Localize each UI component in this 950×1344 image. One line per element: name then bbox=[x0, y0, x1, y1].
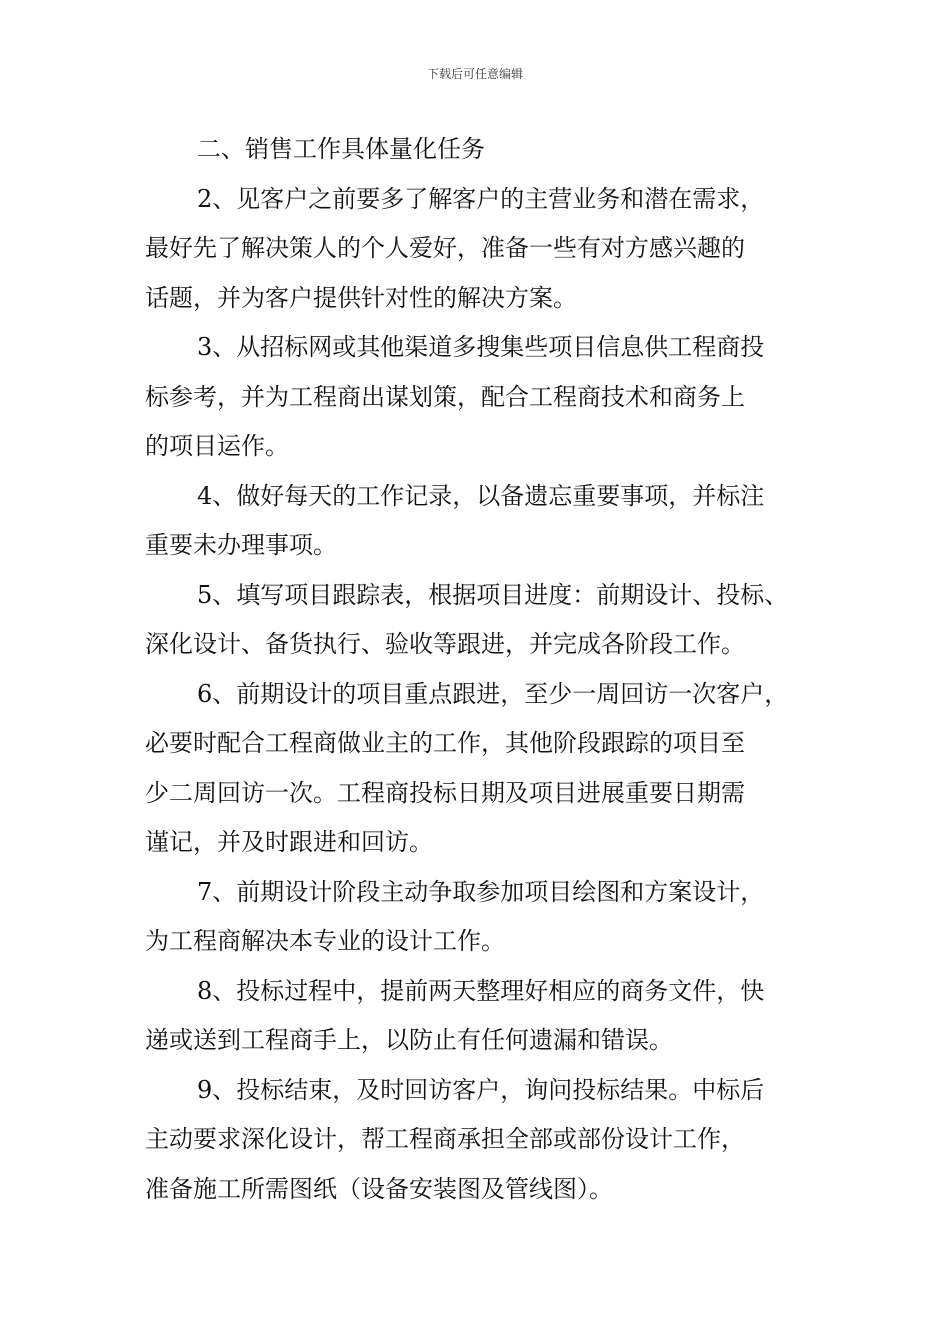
paragraph-line: 最好先了解决策人的个人爱好，准备一些有对方感兴趣的 bbox=[145, 234, 745, 262]
list-item bbox=[145, 670, 815, 868]
list-item bbox=[145, 472, 815, 571]
paragraph-line: 7、前期设计阶段主动争取参加项目绘图和方案设计， bbox=[197, 877, 765, 906]
paragraph-line: 深化设计、备货执行、验收等跟进，并完成各阶段工作。 bbox=[145, 630, 745, 658]
paragraph-line: 3、从招标网或其他渠道多搜集些项目信息供工程商投 bbox=[197, 333, 765, 361]
paragraph-line: 6、前期设计的项目重点跟进，至少一周回访一次客户， bbox=[197, 679, 789, 708]
paragraph-line: 递或送到工程商手上，以防止有任何遗漏和错误。 bbox=[145, 1026, 673, 1054]
paragraph-line: 8、投标过程中，提前两天整理好相应的商务文件，快 bbox=[197, 976, 765, 1005]
paragraph-line: 9、投标结束，及时回访客户，询问投标结果。中标后 bbox=[197, 1075, 765, 1104]
paragraph-line: 标参考，并为工程商出谋划策，配合工程商技术和商务上 bbox=[145, 382, 745, 411]
list-item bbox=[145, 868, 815, 967]
paragraph-line: 为工程商解决本专业的设计工作。 bbox=[145, 927, 505, 955]
paragraph-line: 4、做好每天的工作记录，以备遗忘重要事项，并标注 bbox=[197, 481, 765, 510]
paragraph-line: 谨记，并及时跟进和回访。 bbox=[145, 828, 433, 856]
paragraph-line: 主动要求深化设计，帮工程商承担全部或部份设计工作， bbox=[145, 1125, 745, 1153]
paragraph-line: 准备施工所需图纸（设备安装图及管线图）。 bbox=[145, 1174, 613, 1203]
section-heading: 二、销售工作具体量化任务 bbox=[197, 135, 485, 163]
document-body bbox=[145, 125, 815, 1214]
paragraph-line: 少二周回访一次。工程商投标日期及项目进展重要日期需 bbox=[145, 778, 745, 807]
paragraph-line: 话题，并为客户提供针对性的解决方案。 bbox=[145, 283, 577, 312]
paragraph-line: 5、填写项目跟踪表，根据项目进度：前期设计、投标、 bbox=[197, 580, 789, 609]
paragraph-line: 必要时配合工程商做业主的工作，其他阶段跟踪的项目至 bbox=[145, 729, 745, 757]
list-item bbox=[145, 571, 815, 670]
paragraph-line: 2、见客户之前要多了解客户的主营业务和潜在需求， bbox=[197, 184, 765, 213]
paragraph-line: 重要未办理事项。 bbox=[145, 531, 337, 559]
list-item bbox=[145, 323, 815, 472]
list-item bbox=[145, 967, 815, 1066]
page-header: 下载后可任意编辑 bbox=[426, 67, 523, 81]
list-item bbox=[145, 1066, 815, 1215]
list-item bbox=[145, 175, 815, 324]
paragraph-line: 的项目运作。 bbox=[145, 432, 289, 460]
